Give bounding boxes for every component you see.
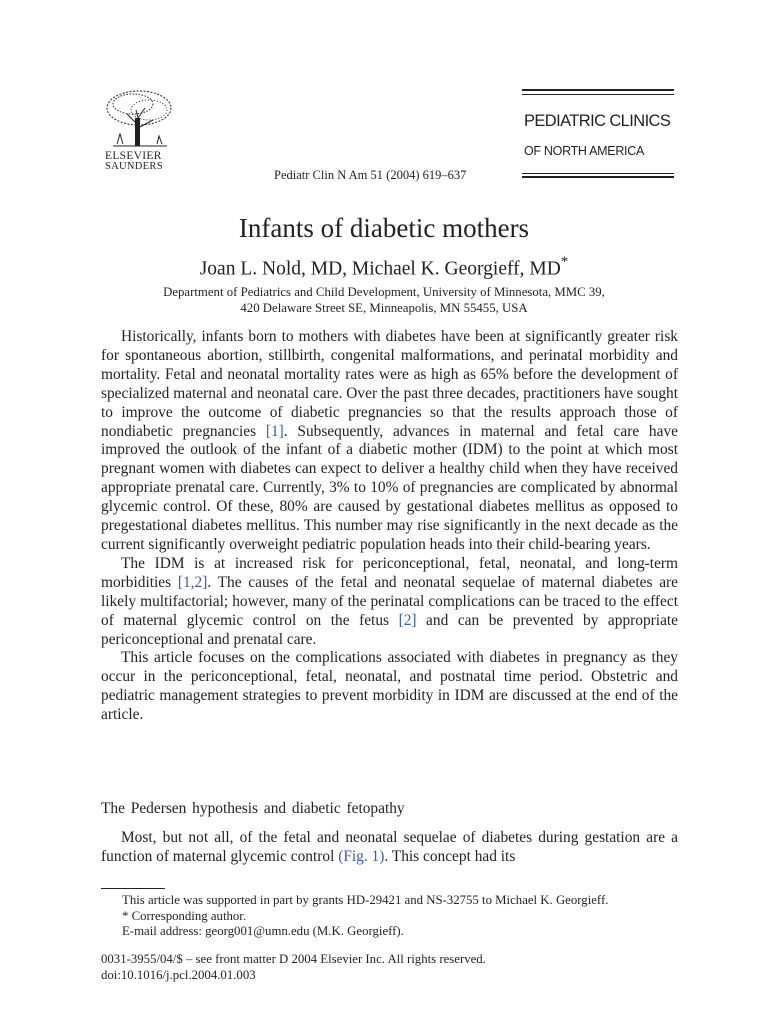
- masthead-rule-top: [522, 89, 674, 91]
- section-heading: The Pedersen hypothesis and diabetic fetopathy: [101, 800, 405, 817]
- article-body: [101, 328, 678, 725]
- paragraph-text: Most, but not all, of the fetal and neonatal sequelae of diabetes during gestation are a function of maternal glycemic control: [101, 829, 678, 865]
- paragraph-1: [101, 328, 678, 555]
- footnote-corresponding: * Corresponding author.: [122, 908, 247, 923]
- author-names: Joan L. Nold, MD, Michael K. Georgieff, MD: [199, 258, 561, 280]
- copyright-notice: [101, 952, 486, 983]
- footnote-rule: [101, 888, 165, 889]
- reference-link[interactable]: [2]: [398, 611, 417, 629]
- paragraph-text: . The causes of the fetal and neonatal sequelae of maternal diabetes are likely multifactorial; however, many of the perinatal complications can be traced to the effect of maternal glycemic control on the fetus: [101, 573, 678, 629]
- paragraph-text: . This concept had its: [384, 847, 516, 865]
- journal-title-line1: PEDIATRIC CLINICS: [524, 112, 671, 130]
- doi-line: doi:10.1016/j.pcl.2004.01.003: [101, 967, 256, 982]
- paragraph-text: Historically, infants born to mothers with diabetes have been at significantly greater risk for spontaneous abortion, stillbirth, congenital malformations, and perinatal morbidity and mortality. Fetal and neonatal mortality rates were as high as 65% before the development of specialized maternal and neonatal care. Over the past three decades, practitioners have sought to improve the outcome of diabetic pregnancies so that the results approach those of nondiabetic pregnancies: [101, 328, 678, 440]
- masthead-rule-bottom: [522, 176, 674, 178]
- masthead-rule-bottom-thin: [522, 173, 674, 174]
- journal-citation: Pediatr Clin N Am 51 (2004) 619–637: [274, 168, 467, 182]
- footnotes: [122, 893, 608, 940]
- paragraph-text: and can be prevented by appropriate periconceptional and prenatal care.: [101, 611, 679, 648]
- author-affiliation: [0, 284, 768, 316]
- footnote-email: E-mail address: georg001@umn.edu (M.K. Georgieff).: [122, 924, 404, 938]
- paragraph-text: . Subsequently, advances in maternal and fetal care have improved the outlook of the infant of a diabetic mother (IDM) to the point at which most pregnant women with diabetes can expect to deliver a healthy child when they have received appropriate prenatal care. Currently, 3% to 10% of pregnancies are complicated by abnormal glycemic control. Of these, 80% are caused by gestational diabetes mellitus as opposed to pregestational diabetes mellitus. This number may rise significantly in the next decade as the current significantly overweight pediatric population heads into their child-bearing years.: [101, 422, 678, 553]
- paragraph-2: [101, 555, 678, 650]
- elsevier-tree-logo-icon: [103, 88, 175, 150]
- paragraph-4: [101, 829, 678, 867]
- author-list: [0, 255, 768, 281]
- masthead-rule-top-thin: [522, 94, 674, 95]
- affiliation-line-2: 420 Delaware Street SE, Minneapolis, MN 55455, USA: [240, 301, 528, 315]
- figure-link[interactable]: (Fig. 1): [338, 847, 385, 865]
- issn-line: 0031-3955/04/$ – see front matter D 2004 Elsevier Inc. All rights reserved.: [101, 952, 486, 966]
- article-title: Infants of diabetic mothers: [238, 213, 530, 243]
- paragraph-3: This article focuses on the complications associated with diabetes in pregnancy as they occur in the periconceptional, fetal, neonatal, and postnatal time period. Obstetric and pediatric management strategies to prevent morbidity in IDM are discussed at the end of the article.: [101, 649, 678, 724]
- reference-link[interactable]: [1]: [265, 422, 284, 440]
- reference-link[interactable]: [1,2]: [177, 573, 208, 591]
- paragraph-text: The IDM is at increased risk for periconceptional, fetal, neonatal, and long-term morbidities: [101, 554, 678, 591]
- article-body-continued: [101, 829, 678, 867]
- journal-title-line2: OF NORTH AMERICA: [524, 144, 644, 158]
- publisher-name-elsevier: ELSEVIER: [105, 150, 162, 162]
- footnote-grant: This article was supported in part by grants HD-29421 and NS-32755 to Michael K. Georgieff.: [122, 893, 609, 907]
- publisher-name-saunders: SAUNDERS: [105, 161, 163, 172]
- affiliation-line-1: Department of Pediatrics and Child Development, University of Minnesota, MMC 39,: [163, 285, 605, 299]
- corresponding-author-mark: *: [560, 254, 569, 270]
